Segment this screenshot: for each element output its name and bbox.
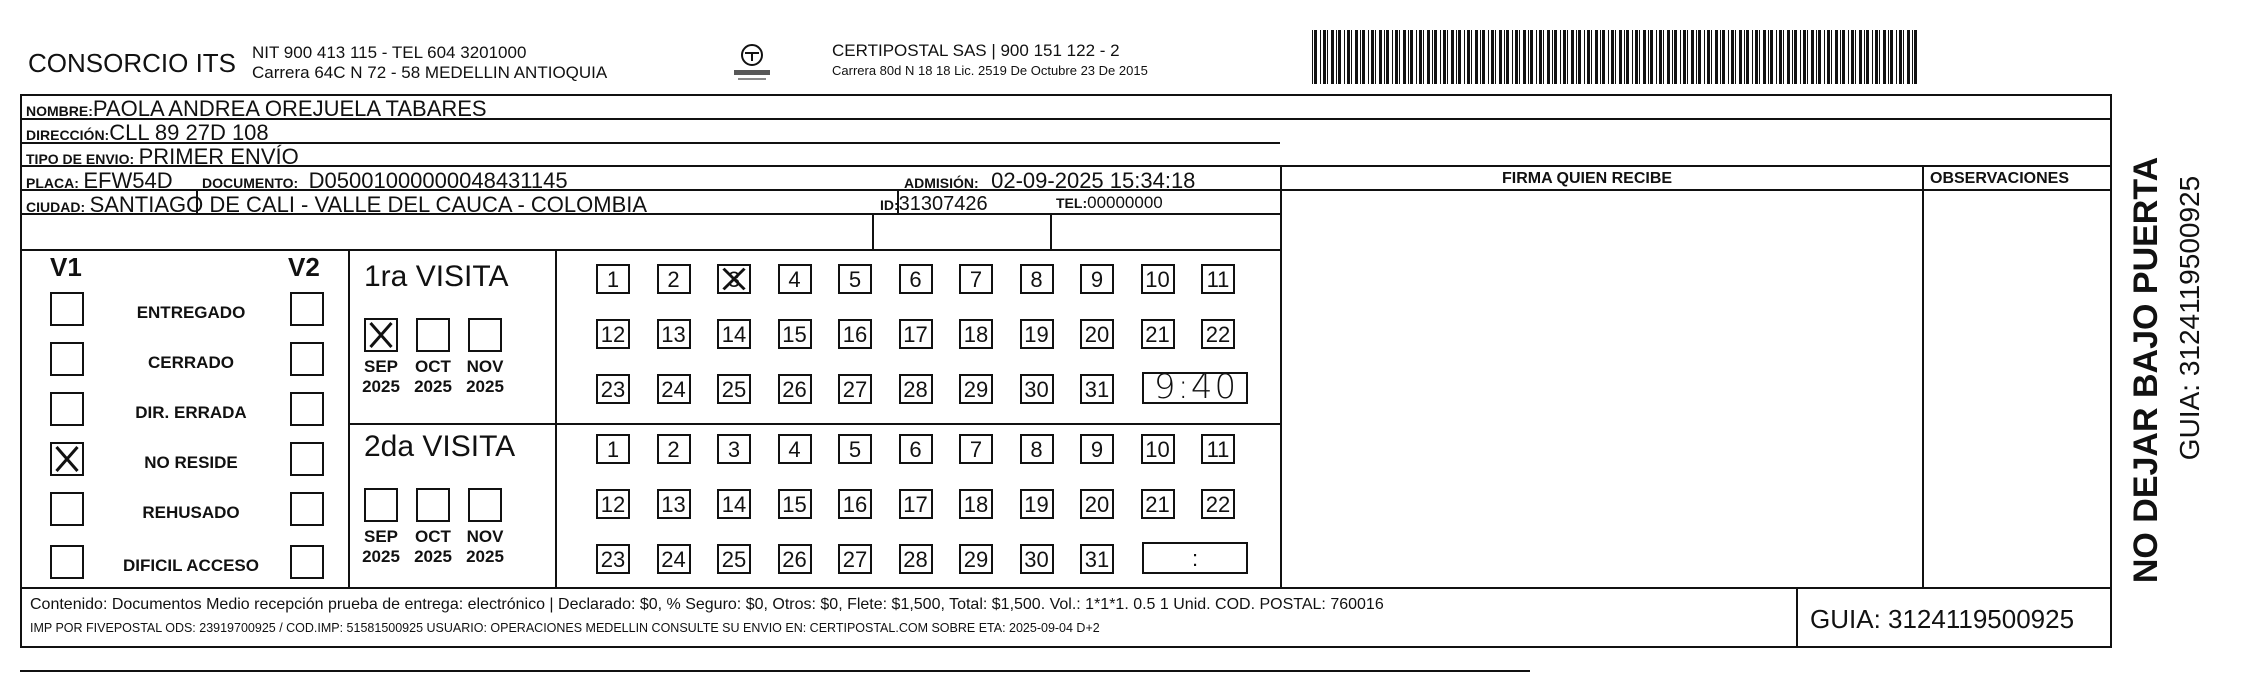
carrier-license: Carrera 80d N 18 18 Lic. 2519 De Octubre 23 De 2015 [832,63,1148,78]
month-label: NOV [466,527,504,546]
status-v1-checkbox[interactable] [50,492,84,526]
day-box-2[interactable]: 2 [657,434,691,464]
first-visit-title: 1ra VISITA [364,260,509,293]
day-box-13[interactable]: 13 [657,489,691,519]
name-label: NOMBRE: [26,103,93,119]
day-box-5[interactable]: 5 [838,264,872,294]
year-label: 2025 [414,377,452,396]
day-box-17[interactable]: 17 [899,319,933,349]
year-label: 2025 [466,377,504,396]
day-box-29[interactable]: 29 [959,374,993,404]
recipient-name: PAOLA ANDREA OREJUELA TABARES [92,96,487,121]
day-box-28[interactable]: 28 [899,544,933,574]
company-address: Carrera 64C N 72 - 58 MEDELLIN ANTIOQUIA [252,63,608,82]
shipping-type-label: TIPO DE ENVIO: [26,151,135,167]
day-box-8[interactable]: 8 [1020,264,1054,294]
month-checkbox-sep[interactable] [364,318,398,352]
year-label: 2025 [466,547,504,566]
day-box-30[interactable]: 30 [1020,374,1054,404]
day-box-22[interactable]: 22 [1201,489,1235,519]
day-box-20[interactable]: 20 [1080,319,1114,349]
status-v1-checkbox[interactable] [50,545,84,579]
shipping-type: PRIMER ENVÍO [138,144,299,169]
day-box-25[interactable]: 25 [717,374,751,404]
month-label: SEP [363,527,399,546]
barcode [1312,30,1922,84]
tel-value: 00000000 [1087,193,1163,212]
admission-value: 02-09-2025 15:34:18 [991,168,1196,193]
day-box-1[interactable]: 1 [596,434,630,464]
day-box-24[interactable]: 24 [657,544,691,574]
day-box-30[interactable]: 30 [1020,544,1054,574]
admission-label: ADMISIÓN: [904,175,979,191]
side-stamp-line1: NO DEJAR BAJO PUERTA [2127,156,2165,584]
status-option-label: DIFICIL ACCESO [122,556,259,575]
month-label: NOV [466,357,504,376]
day-box-15[interactable]: 15 [778,319,812,349]
day-box-25[interactable]: 25 [717,544,751,574]
certipostal-logo [730,40,774,84]
day-box-21[interactable]: 21 [1141,319,1175,349]
day-box-6[interactable]: 6 [899,264,933,294]
v2-header: V2 [288,252,320,282]
day-box-8[interactable]: 8 [1020,434,1054,464]
day-box-16[interactable]: 16 [838,489,872,519]
day-box-15[interactable]: 15 [778,489,812,519]
day-box-19[interactable]: 19 [1020,489,1054,519]
footer-content: Contenido: Documentos Medio recepción prueba de entrega: electrónico | Declarado: $0, % Seguro: $0, Otros: $0, Flete: $1,500, Total: $1,500. Vol.: 1*1*1. 0.5 1 Unid. COD. POSTAL: 760016 [30,596,1384,613]
observations-header: OBSERVACIONES [1930,170,2069,187]
id-label: ID: [880,197,899,213]
status-v2-checkbox[interactable] [290,545,324,579]
day-box-11[interactable]: 11 [1201,434,1235,464]
day-box-19[interactable]: 19 [1020,319,1054,349]
day-box-18[interactable]: 18 [959,319,993,349]
footer-print-info: IMP POR FIVEPOSTAL ODS: 23919700925 / COD.IMP: 51581500925 USUARIO: OPERACIONES MEDELLIN CONSULTE SU ENVIO EN: CERTIPOSTAL.COM SOBRE ETA: 2025-09-04 D+2 [30,621,1100,635]
day-box-3[interactable]: 3 [717,264,751,294]
day-box-3[interactable]: 3 [717,434,751,464]
status-v2-checkbox[interactable] [290,442,324,476]
status-v2-checkbox[interactable] [290,292,324,326]
year-label: 2025 [414,547,452,566]
tel-label: TEL: [1056,195,1088,211]
plate-label: PLACA: [26,175,79,191]
day-box-26[interactable]: 26 [778,374,812,404]
recipient-address: CLL 89 27D 108 [109,120,269,145]
month-label: SEP [363,357,399,376]
day-box-16[interactable]: 16 [838,319,872,349]
day-box-17[interactable]: 17 [899,489,933,519]
day-box-6[interactable]: 6 [899,434,933,464]
month-checkbox-oct[interactable] [416,488,450,522]
signature-header: FIRMA QUIEN RECIBE [1502,170,1673,187]
id-value: 31307426 [898,193,988,215]
address-label: DIRECCIÓN: [26,127,110,143]
month-checkbox-oct[interactable] [416,318,450,352]
status-v2-checkbox[interactable] [290,492,324,526]
day-box-1[interactable]: 1 [596,264,630,294]
month-label: OCT [415,357,451,376]
first-visit-time: 9:40 [1153,367,1239,407]
signature-area[interactable] [1284,192,1920,586]
day-box-10[interactable]: 10 [1141,434,1175,464]
first-visit-time-box[interactable] [1142,367,1248,407]
status-v1-checkbox[interactable] [50,292,84,326]
status-v2-checkbox[interactable] [290,342,324,376]
status-option-label: REHUSADO [142,503,240,522]
second-visit-time: : [1191,546,1199,571]
city-value: SANTIAGO DE CALI - VALLE DEL CAUCA - COLOMBIA [89,192,648,217]
city-label: CIUDAD: [26,199,86,215]
year-label: 2025 [362,547,400,566]
day-box-20[interactable]: 20 [1080,489,1114,519]
month-checkbox-sep[interactable] [364,488,398,522]
day-box-13[interactable]: 13 [657,319,691,349]
second-visit-time-box[interactable] [1142,542,1248,574]
day-box-9[interactable]: 9 [1080,264,1114,294]
day-box-12[interactable]: 12 [596,489,630,519]
day-box-28[interactable]: 28 [899,374,933,404]
status-option-label: ENTREGADO [136,303,246,322]
day-box-31[interactable]: 31 [1080,374,1114,404]
status-option-label: CERRADO [148,353,234,372]
day-box-26[interactable]: 26 [778,544,812,574]
day-box-14[interactable]: 14 [717,319,751,349]
day-box-7[interactable]: 7 [959,264,993,294]
day-box-7[interactable]: 7 [959,434,993,464]
day-box-29[interactable]: 29 [959,544,993,574]
plate-value: EFW54D [83,168,173,193]
document-value: D05001000000048431145 [308,168,568,193]
footer-guide: GUIA: 3124119500925 [1810,604,2075,634]
day-box-23[interactable]: 23 [596,544,630,574]
day-box-14[interactable]: 14 [717,489,751,519]
day-box-5[interactable]: 5 [838,434,872,464]
day-box-4[interactable]: 4 [778,264,812,294]
status-v1-checkbox[interactable] [50,442,84,476]
day-box-24[interactable]: 24 [657,374,691,404]
day-box-21[interactable]: 21 [1141,489,1175,519]
company-nit: NIT 900 413 115 - TEL 604 3201000 [252,43,527,62]
status-option-label: DIR. ERRADA [135,403,247,422]
day-box-9[interactable]: 9 [1080,434,1114,464]
day-box-27[interactable]: 27 [838,374,872,404]
company-name: CONSORCIO ITS [28,48,237,78]
day-box-12[interactable]: 12 [596,319,630,349]
day-box-18[interactable]: 18 [959,489,993,519]
day-box-31[interactable]: 31 [1080,544,1114,574]
carrier-name: CERTIPOSTAL SAS | 900 151 122 - 2 [832,41,1120,60]
side-stamp-line2: GUIA: 3124119500925 [2174,175,2205,461]
observations-area[interactable] [1926,192,2108,586]
status-option-label: NO RESIDE [144,453,238,472]
document-label: DOCUMENTO: [202,175,299,191]
day-box-2[interactable]: 2 [657,264,691,294]
day-box-11[interactable]: 11 [1201,264,1235,294]
second-visit-title: 2da VISITA [364,430,516,463]
month-checkbox-nov[interactable] [468,488,502,522]
day-box-23[interactable]: 23 [596,374,630,404]
month-label: OCT [415,527,451,546]
year-label: 2025 [362,377,400,396]
day-box-27[interactable]: 27 [838,544,872,574]
day-box-22[interactable]: 22 [1201,319,1235,349]
month-checkbox-nov[interactable] [468,318,502,352]
status-v1-checkbox[interactable] [50,392,84,426]
day-box-10[interactable]: 10 [1141,264,1175,294]
status-v1-checkbox[interactable] [50,342,84,376]
status-v2-checkbox[interactable] [290,392,324,426]
day-box-4[interactable]: 4 [778,434,812,464]
v1-header: V1 [50,252,82,282]
